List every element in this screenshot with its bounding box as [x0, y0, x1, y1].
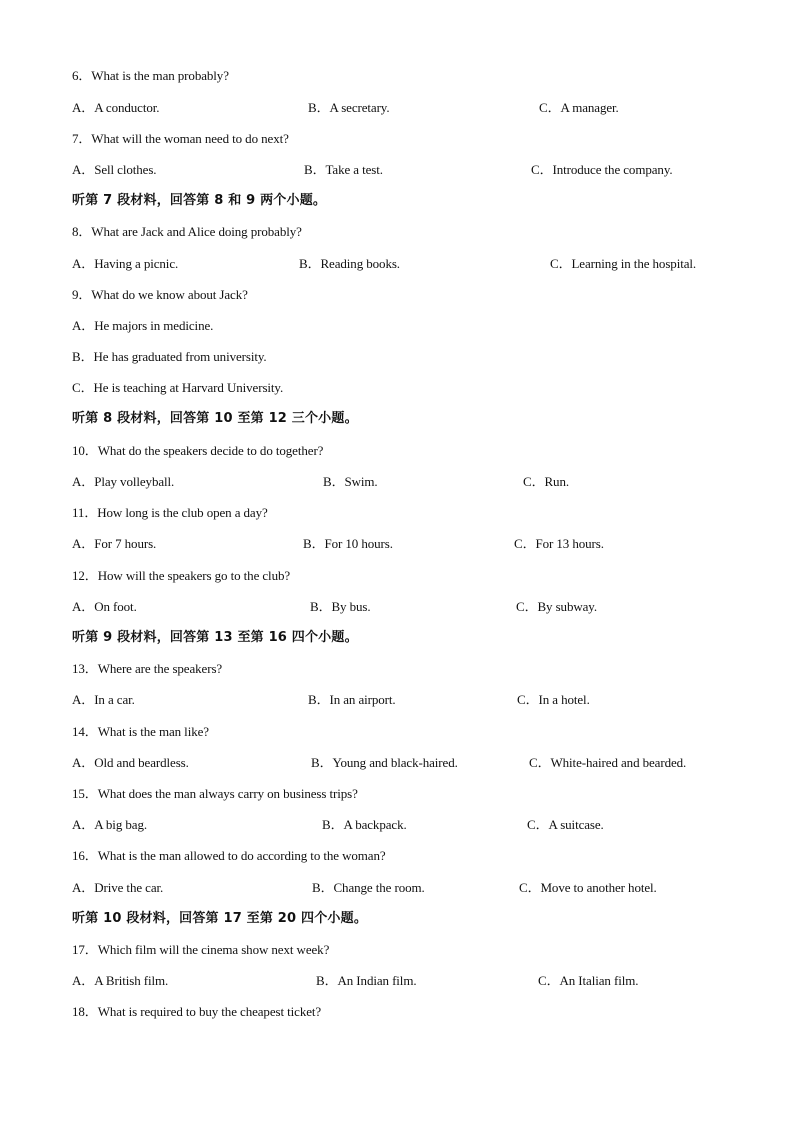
option-b: B．Young and black-haired. [311, 755, 458, 770]
option-c: C．Move to another hotel. [519, 880, 657, 895]
question-11-stem: 11．How long is the club open a day? [72, 505, 268, 520]
option-c: C．A suitcase. [527, 817, 604, 832]
option-c: C．In a hotel. [517, 692, 590, 707]
question-15-stem: 15．What does the man always carry on business trips? [72, 786, 358, 801]
option-c: C．By subway. [516, 599, 598, 614]
option-b: B．Change the room. [312, 880, 425, 895]
question-14-options [72, 753, 712, 773]
option-c: C．An Italian film. [538, 973, 639, 988]
section-heading-7: 听第 7 段材料，回答第 8 和 9 两个小题。 [72, 193, 327, 208]
question-17-options [72, 971, 712, 991]
option-c: C．A manager. [539, 100, 619, 115]
option-c: C．Learning in the hospital. [550, 256, 697, 271]
option-c: C．For 13 hours. [514, 536, 604, 551]
option-a: A．On foot. [72, 599, 137, 614]
option-a: A．For 7 hours. [72, 536, 157, 551]
option-a: A．A British film. [72, 973, 169, 988]
option-b: B．A secretary. [308, 100, 390, 115]
option-b: B．By bus. [310, 599, 371, 614]
question-10-options [72, 472, 712, 492]
option-a: A．Play volleyball. [72, 474, 175, 489]
option-b: B．Take a test. [304, 162, 383, 177]
option-b: B．A backpack. [322, 817, 407, 832]
question-16-stem: 16．What is the man allowed to do according to the woman? [72, 848, 386, 863]
option-b: B．For 10 hours. [303, 536, 393, 551]
option-a: A．Old and beardless. [72, 755, 189, 770]
option-b: B．An Indian film. [316, 973, 417, 988]
question-17-stem: 17．Which film will the cinema show next week? [72, 942, 330, 957]
question-18-stem: 18．What is required to buy the cheapest ticket? [72, 1004, 322, 1019]
section-heading-10: 听第 10 段材料，回答第 17 至第 20 四个小题。 [72, 911, 368, 926]
question-13-options [72, 690, 712, 710]
question-14-stem: 14．What is the man like? [72, 724, 209, 739]
section-heading-8: 听第 8 段材料，回答第 10 至第 12 三个小题。 [72, 411, 358, 426]
option-c: C．Introduce the company. [531, 162, 673, 177]
question-9-stem: 9．What do we know about Jack? [72, 287, 248, 302]
option-b: B．Reading books. [299, 256, 400, 271]
option-b: B．Swim. [323, 474, 378, 489]
option-c: C．White-haired and bearded. [529, 755, 687, 770]
question-15-options [72, 815, 712, 835]
question-6-stem: 6．What is the man probably? [72, 68, 229, 83]
option-a: A．Sell clothes. [72, 162, 157, 177]
question-13-stem: 13．Where are the speakers? [72, 661, 223, 676]
question-6-options [72, 98, 712, 118]
option-c: C．Run. [523, 474, 569, 489]
question-11-options [72, 534, 712, 554]
question-7-stem: 7．What will the woman need to do next? [72, 131, 289, 146]
question-9-option-b: B．He has graduated from university. [72, 349, 267, 364]
option-a: A．Having a picnic. [72, 256, 179, 271]
option-b: B．In an airport. [308, 692, 396, 707]
question-12-stem: 12．How will the speakers go to the club? [72, 568, 291, 583]
question-10-stem: 10．What do the speakers decide to do together? [72, 443, 324, 458]
option-a: A．A conductor. [72, 100, 160, 115]
option-a: A．A big bag. [72, 817, 147, 832]
question-12-options [72, 597, 712, 617]
question-7-options [72, 160, 712, 180]
question-9-option-c: C．He is teaching at Harvard University. [72, 380, 284, 395]
question-9-option-a: A．He majors in medicine. [72, 318, 214, 333]
option-a: A．Drive the car. [72, 880, 164, 895]
option-a: A．In a car. [72, 692, 135, 707]
section-heading-9: 听第 9 段材料，回答第 13 至第 16 四个小题。 [72, 630, 358, 645]
question-16-options [72, 878, 712, 898]
question-8-options [72, 254, 722, 274]
question-8-stem: 8．What are Jack and Alice doing probably? [72, 224, 302, 239]
